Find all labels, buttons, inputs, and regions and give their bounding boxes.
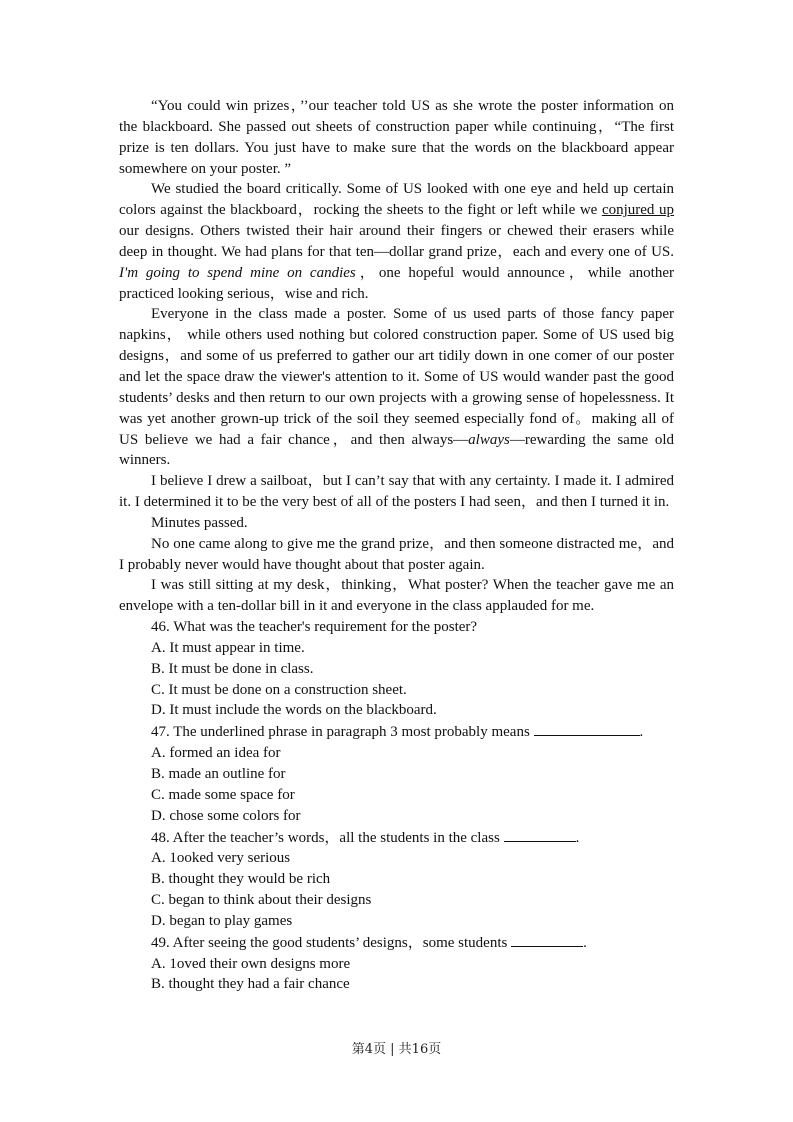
paragraph-7: I was still sitting at my desk，thinking，What poster? When the teacher gave me an envelope with a ten-dollar bill in it and everyone in the class applauded for me. (119, 577, 674, 615)
option-c: C. began to think about their designs (151, 892, 372, 909)
option-a: A. 1oved their own designs more (151, 955, 351, 972)
option-c: C. made some space for (151, 786, 295, 803)
paragraph-2-text-c: ，one hopeful would announce，while another practiced looking serious，wise and rich. (119, 264, 674, 302)
question-stem-end: . (639, 724, 644, 741)
underlined-phrase: conjured up (601, 202, 675, 219)
question-stem-text: 49. After seeing the good students’ designs，some students (151, 934, 512, 951)
paragraph-2-text-a: We studied the board critically. Some of US looked with one eye and held up certain colors against the blackboard，rocking the sheets to the fight or left while we (119, 181, 674, 219)
option-b: B. thought they had a fair chance (151, 976, 350, 993)
paragraph-2-text-b: our designs. Others twisted their hair around their fingers or chewed their erasers while deep in thought. We had plans for that ten—dollar grand prize，each and every one of US. (119, 223, 674, 260)
page-number: 第4页 | 共16页 (351, 1042, 442, 1057)
paragraph-1: “You could win prizes，’’our teacher told US as she wrote the poster information on the blackboard. She passed out sheets of construction paper while continuing，“The first prize is ten dollars. You just have to make sure that the words on the blackboard appear somewhere on your poster. ” (119, 98, 674, 177)
page-footer (0, 1038, 793, 1057)
option-a: A. 1ooked very serious (151, 850, 291, 867)
option-b: B. thought they would be rich (151, 871, 331, 888)
option-b: B. It must be done in class. (151, 660, 314, 677)
question-stem (119, 932, 674, 954)
paragraph-4: I believe I drew a sailboat，but I can’t say that with any certainty. I made it. I admired it. I determined it to be the very best of all of the posters I had seen，and then I turned it in. (119, 473, 674, 511)
document-page (119, 96, 674, 995)
answer-blank (511, 932, 583, 947)
option-a: A. It must appear in time. (151, 639, 305, 656)
paragraph-6: No one came along to give me the grand prize，and then someone distracted me，and I probably never would have thought about that poster again. (119, 535, 674, 573)
answer-blank (504, 827, 576, 842)
paragraph-5: Minutes passed. (151, 514, 248, 531)
question-46 (119, 617, 674, 721)
option-a: A. formed an idea for (151, 745, 281, 762)
option-b: B. made an outline for (151, 766, 286, 782)
question-47 (119, 721, 674, 826)
paragraph-3 (119, 304, 674, 471)
italic-always: always (468, 431, 510, 448)
paragraph-3-text-b: —rewarding the same old winners. (119, 431, 674, 469)
question-stem-end: . (583, 934, 587, 951)
question-48 (119, 827, 674, 932)
question-stem-end: . (575, 829, 580, 846)
paragraph-3-text-a: Everyone in the class made a poster. Some of us used parts of those fancy paper napkins， while others used nothing but colored construction paper. Some of US used big designs，and some of us preferred to gather our art tidily down in one comer of our poster and let the space draw the viewer's attention to it. Some of US would wander past the good students’ desks and then return to our own projects with a growing sense of hopelessness. It was yet another grown-up trick of the soil they seemed especially fond of。making all of US believe we had a fair chance，and then always— (119, 306, 674, 448)
question-stem (119, 721, 674, 743)
question-49 (119, 932, 674, 996)
option-d: D. began to play games (151, 912, 293, 929)
italic-quote: I'm going to spend mine on candies (119, 264, 356, 281)
question-stem-text: 47. The underlined phrase in paragraph 3 most probably means (151, 724, 534, 741)
option-d: D. chose some colors for (151, 807, 301, 824)
answer-blank (534, 721, 640, 736)
option-c: C. It must be done on a construction sheet. (151, 681, 407, 698)
paragraph-2 (119, 179, 674, 304)
question-stem (119, 827, 674, 849)
question-stem-text: 48. After the teacher’s words，all the students in the class (151, 829, 504, 846)
option-d: D. It must include the words on the blackboard. (151, 702, 437, 719)
question-stem: 46. What was the teacher's requirement for the poster? (151, 619, 478, 636)
